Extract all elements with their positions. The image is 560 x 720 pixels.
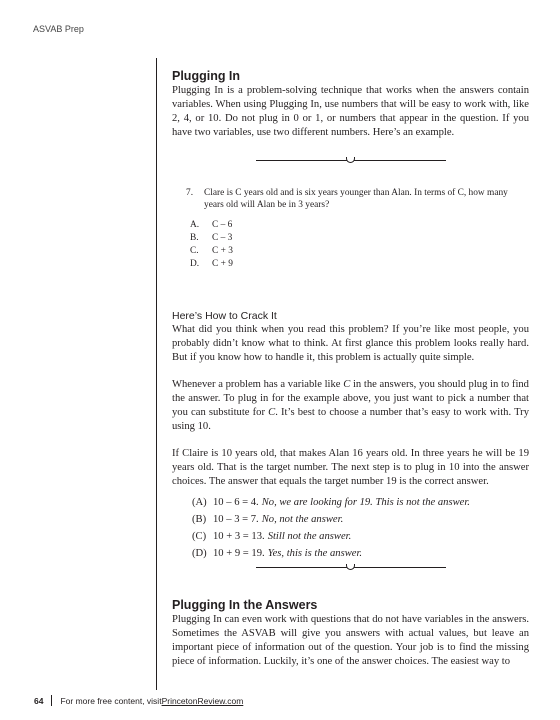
margin-rule [156, 58, 157, 690]
worked-answer-d: (D) 10 + 9 = 19. Yes, this is the answer. [192, 548, 363, 559]
choice-c: C. C + 3 [190, 246, 233, 256]
crack-heading: Here’s How to Crack It [172, 310, 277, 322]
section-divider [256, 157, 446, 165]
footer-link[interactable]: PrincetonReview.com [161, 695, 244, 706]
crack-paragraph-3: If Claire is 10 years old, that makes Alan 16 years old. In three years he will be 19 years old. That is the target number. The next step is to plug in 10 into the answer choices. The answer that equals the target number 19 is the correct answer. [172, 448, 529, 487]
crack-paragraph-1: What did you think when you read this problem? If you’re like most people, you probably didn’t know what to think. At first glance this problem looks really hard. But if you know how to handle it, this problem is actually quite simple. [172, 324, 529, 363]
question-number: 7. [186, 188, 194, 198]
page-footer [34, 695, 243, 706]
choice-b: B. C – 3 [190, 233, 233, 243]
question-stem: Clare is C years old and is six years younger than Alan. In terms of C, how many years old will Alan be in 3 years? [204, 188, 508, 210]
main-content [172, 68, 529, 669]
worked-answers [192, 496, 529, 561]
running-head: ASVAB Prep [33, 24, 84, 34]
section-divider [256, 564, 446, 572]
answer-choices [190, 219, 529, 271]
footer-separator [51, 695, 52, 706]
section-heading-plugging-in-answers: Plugging In the Answers [172, 598, 318, 612]
choice-d: D. C + 9 [190, 259, 233, 269]
intro-paragraph: Plugging In is a problem-solving technique that works when the answers contain variables. When using Plugging In, use numbers that will be easy to work with, like 2, 4, or 10. Do not plug in 0 or 1, or numbers that appear in the question. If you have two variables, use two different numbers. Here’s an example. [172, 85, 529, 138]
page-number: 64 [34, 695, 44, 706]
choice-a: A. C – 6 [190, 220, 233, 230]
worked-answer-a: (A) 10 – 6 = 4. No, we are looking for 19. This is not the answer. [192, 497, 470, 508]
worked-answer-c: (C) 10 + 3 = 13. Still not the answer. [192, 531, 352, 542]
worked-answer-b: (B) 10 – 3 = 7. No, not the answer. [192, 514, 344, 525]
answers-paragraph: Plugging In can even work with questions that do not have variables in the answers. Sometimes the ASVAB will give you answers with actual values, but leave an important piece of information out of the question. Your job is to find the missing piece of information. Luckily, it’s one of the answer choices. The easiest way to [172, 614, 529, 667]
section-heading-plugging-in: Plugging In [172, 69, 241, 83]
example-question [172, 187, 529, 271]
crack-paragraph-2: Whenever a problem has a variable like C in the answers, you should plug in to find the answer. To plug in for the example above, you just want to pick a number that you can substitute for C. It’s best to choose a number that’s easy to work with. Try using 10. [172, 379, 529, 432]
footer-text: For more free content, visit [60, 695, 162, 706]
